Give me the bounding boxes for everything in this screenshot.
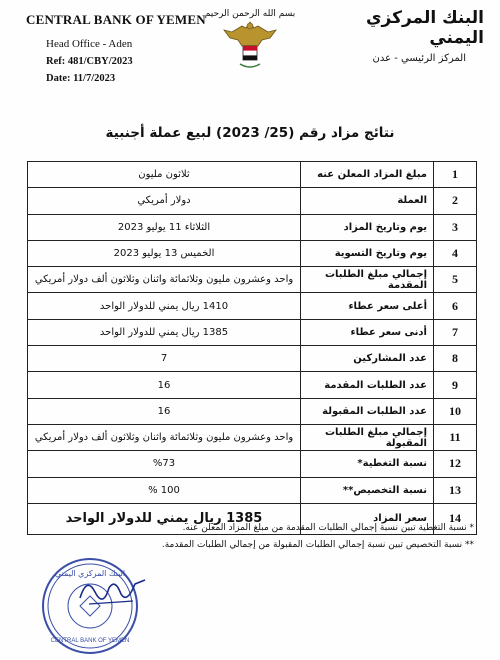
- row-value: واحد وعشرون مليون وثلاثمائة واثنان وثلاثون ألف دولار أمريكي: [28, 424, 301, 450]
- row-value: دولار أمريكي: [28, 188, 301, 214]
- table-row: [28, 346, 477, 372]
- row-value: 1410 ريال يمني للدولار الواحد: [28, 293, 301, 319]
- row-label: أعلى سعر عطاء: [301, 293, 434, 319]
- table-row: [28, 188, 477, 214]
- row-number: 13: [434, 477, 477, 503]
- table-row: [28, 293, 477, 319]
- row-label: عدد الطلبات المقدمة: [301, 372, 434, 398]
- table-row: [28, 372, 477, 398]
- english-letterhead: [26, 12, 226, 84]
- row-number: 10: [434, 398, 477, 424]
- row-value: 16: [28, 372, 301, 398]
- row-number: 3: [434, 214, 477, 240]
- row-label: سعر المزاد: [301, 503, 434, 534]
- table-row: [28, 477, 477, 503]
- office-english: Head Office - Aden: [46, 38, 133, 50]
- table-row: [28, 214, 477, 240]
- table-row: [28, 424, 477, 450]
- row-value: ثلاثون مليون: [28, 162, 301, 188]
- row-label: نسبة التغطية*: [301, 451, 434, 477]
- row-value: الخميس 13 يوليو 2023: [28, 240, 301, 266]
- basmala-text: بسم الله الرحمن الرحيم: [204, 9, 296, 19]
- table-row: [28, 319, 477, 345]
- row-value: 100 %: [28, 477, 301, 503]
- document-title: نتائج مزاد رقم (25/ 2023) لبيع عملة أجنبية: [105, 125, 395, 141]
- footnotes: [34, 520, 474, 554]
- arabic-letterhead: [314, 8, 484, 64]
- footnote-allocation: ** نسبة التخصيص تبين نسبة إجمالي الطلبات المقبولة من إجمالي الطلبات المقدمة.: [161, 540, 474, 550]
- stamp-arabic-text: البنك المركزي اليمني: [54, 569, 126, 578]
- eagle-shape: [224, 22, 276, 67]
- row-label: نسبة التخصيص**: [301, 477, 434, 503]
- table-row: [28, 162, 477, 188]
- yemen-emblem-icon: [204, 6, 296, 78]
- table-row: [28, 267, 477, 293]
- row-number: 1: [434, 162, 477, 188]
- row-number: 11: [434, 424, 477, 450]
- row-value: 1385 ريال يمني للدولار الواحد: [28, 503, 301, 534]
- table-row: [28, 451, 477, 477]
- row-value: الثلاثاء 11 يوليو 2023: [28, 214, 301, 240]
- row-value: 16: [28, 398, 301, 424]
- row-number: 12: [434, 451, 477, 477]
- office-arabic: المركز الرئيسي - عدن: [372, 53, 466, 64]
- bank-name-english: CENTRAL BANK OF YEMEN: [26, 12, 206, 27]
- row-label: يوم وتاريخ المزاد: [301, 214, 434, 240]
- results-table-body: [28, 162, 477, 535]
- reference-number: Ref: 481/CBY/2023: [46, 56, 133, 67]
- row-label: يوم وتاريخ التسوية: [301, 240, 434, 266]
- row-number: 8: [434, 346, 477, 372]
- row-number: 14: [434, 503, 477, 534]
- row-value: واحد وعشرون مليون وثلاثمائة واثنان وثلاثون ألف دولار أمريكي: [28, 267, 301, 293]
- row-number: 5: [434, 267, 477, 293]
- document-date: Date: 11/7/2023: [46, 73, 116, 84]
- row-number: 9: [434, 372, 477, 398]
- row-number: 4: [434, 240, 477, 266]
- row-label: عدد الطلبات المقبولة: [301, 398, 434, 424]
- row-number: 6: [434, 293, 477, 319]
- row-label: العملة: [301, 188, 434, 214]
- table-row: [28, 398, 477, 424]
- row-value: 1385 ريال يمني للدولار الواحد: [28, 319, 301, 345]
- signature-icon: [75, 568, 150, 613]
- bank-name-arabic: البنك المركزي اليمني: [365, 8, 484, 48]
- auction-results-table: [27, 161, 477, 535]
- stamp-english-text: CENTRAL BANK OF YEMEN: [50, 638, 130, 644]
- row-value: %73: [28, 451, 301, 477]
- row-label: أدنى سعر عطاء: [301, 319, 434, 345]
- row-label: إجمالي مبلغ الطلبات المقبولة: [301, 424, 434, 450]
- row-label: عدد المشاركين: [301, 346, 434, 372]
- row-label: مبلغ المزاد المعلن عنه: [301, 162, 434, 188]
- row-value: 7: [28, 346, 301, 372]
- row-number: 7: [434, 319, 477, 345]
- row-number: 2: [434, 188, 477, 214]
- table-row: [28, 240, 477, 266]
- row-label: إجمالي مبلغ الطلبات المقدمة: [301, 267, 434, 293]
- footnote-coverage: * نسبة التغطية تبين نسبة إجمالي الطلبات المقدمة من مبلغ المزاد المعلن عنه.: [182, 523, 474, 533]
